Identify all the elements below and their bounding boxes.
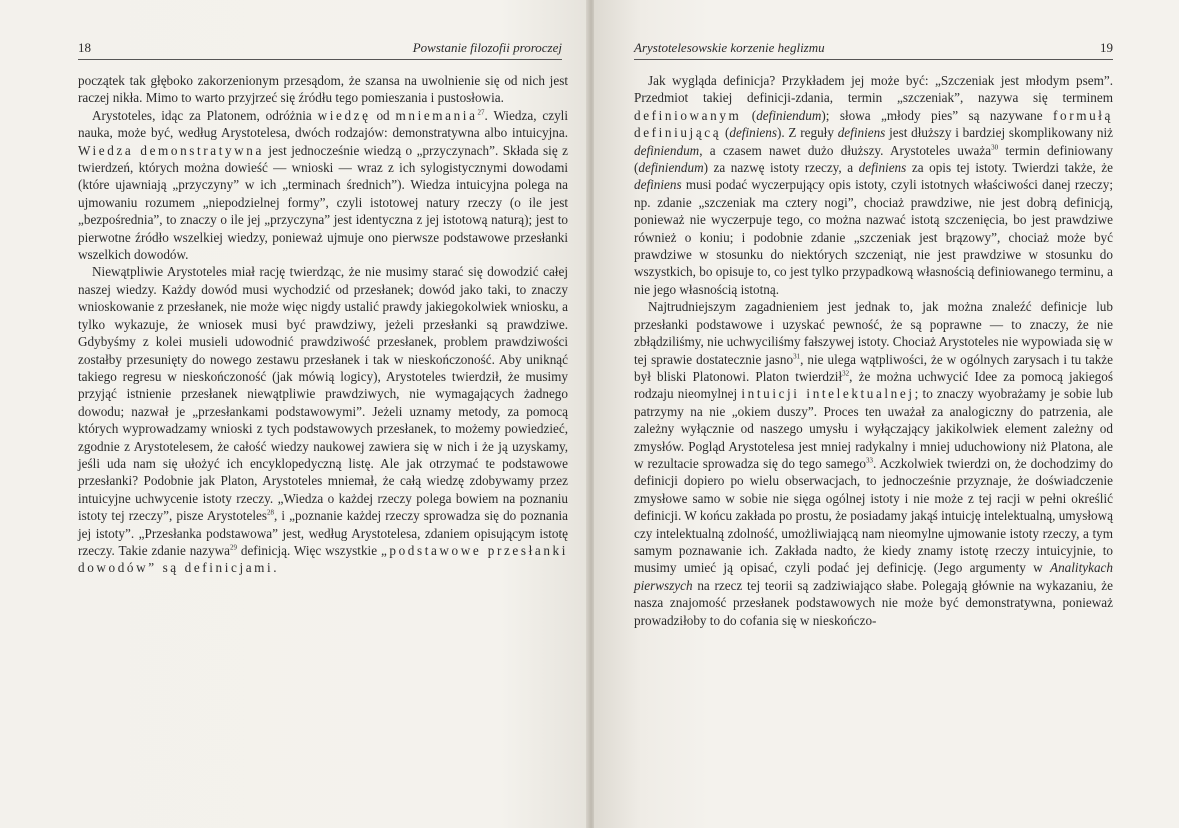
italic-term: definiens: [634, 177, 682, 193]
paragraph: [634, 298, 1113, 629]
text-run: ) za nazwę istoty rzeczy, a: [703, 160, 859, 176]
spaced-emphasis: formułą definiującą: [634, 107, 1113, 141]
text-run: Jak wygląda definicja? Przykładem jej może być: „Szczeniak jest młodym psem”. Przedmiot takiej definicji-zdania, termin „szczeniak”, nazywa się terminem: [634, 73, 1113, 106]
footnote-ref: 28: [266, 508, 274, 517]
footnote-ref: 32: [842, 369, 850, 378]
text-run: za opis tej istoty. Twierdzi także, że: [906, 160, 1113, 176]
text-run: termin definiowany (: [634, 142, 1114, 176]
footnote-ref: 31: [793, 352, 801, 361]
italic-term: Analitykach pierwszych: [634, 560, 1113, 593]
running-title-right: Arystotelesowskie korzenie heglizmu: [634, 40, 825, 55]
italic-term: definiendum: [756, 107, 822, 123]
text-run: Niewątpliwie Arystoteles miał rację twierdząc, że nie musimy starać się dowodzić całej naszej wiedzy. Każdy dowód musi wychodzić od przesłanek; dowód jako taki, to znaczy wnioskowanie z przesłanek, nie może więc nigdy ustalić prawdy jakiegokolwiek wniosku, a tylko wykazuje, że wniosek musi być prawdziwy, jeżeli przesłanki są prawdziwe. Gdybyśmy z kolei musieli udowodnić prawdziwość przesłanek, problem prawdziwości zostałby przesunięty do nowego zestawu przesłanek i tak w nieskończoność. Aby uniknąć takiego regresu w nieskończoność (jak mówią logicy), Arystoteles twierdził, że musimy przyjąć istnienie przesłanek niewątpliwie prawdziwych, nie wymagających żadnego dowodu; nazwał je „przesłankami podstawowymi”. Jeżeli uznamy metody, za pomocą których wyprowadzamy wnioski z tych podstawowych przesłanek, to możemy powiedzieć, zgodnie z Arystotelesem, że całość wiedzy naukowej zawiera się w nich i że ją uzyskamy, jeśli uda nam się ułożyć ich encyklopedyczną listę. Ale jak otrzymać te podstawowe przesłanki? Podobnie jak Platon, Arystoteles mniemał, że całą wiedzę zdobywamy przez intuicyjne uchwycenie istoty rzeczy. „Wiedza o każdej rzeczy polega bowiem na poznaniu istoty tej rzeczy”, pisze Arystoteles: [78, 264, 568, 524]
text-run: definicją. Więc wszystkie: [236, 542, 381, 558]
running-title-left: Powstanie filozofii proroczej: [412, 40, 562, 55]
italic-term: definiendum: [638, 160, 704, 176]
text-run: . Wiedza, czyli nauka, może być, według Arystotelesa, dwóch rodzajów: demonstratywna albo intuicyjna.: [78, 107, 568, 141]
footnote-ref: 33: [865, 456, 873, 465]
text-run: ; to znaczy wyobrażamy je sobie lub patrzymy na nie „okiem duszy”. Proces ten uważał za analogiczny do patrzenia, ale zależny wyłącznie od naszego umysłu i wyłączający jakikolwiek element zależny od zmysłów. Pogląd Arystotelesa jest mniej radykalny i mniej uduchowiony niż Platona, ale w rezultacie sprowadza się do tego samego: [634, 386, 1114, 471]
text-run: na rzecz tej teorii są zadziwiająco słabe. Polegają głównie na wykazaniu, że nasza znajomość przesłanek podstawowych nie może być demonstratywna, ponieważ prowadziłoby to do cofania się w nieskończo-: [634, 577, 1113, 628]
right-page-body: [634, 72, 1113, 629]
italic-term: definiens: [729, 125, 777, 141]
text-run: , nie ulega wątpliwości, że w ogólnych zarysach i tu także był bliski Platonowi. Platon twierdził: [634, 351, 1114, 384]
text-run: musi podać wyczerpujący opis istoty, czyli istotnych właściwości danej rzeczy; np. zdanie „szczeniak ma cztery nogi”, chociaż prawdziwe, nie jest dobrą definicją, ponieważ nie wyczerpuje tego, co można nazwać istotą szczenięcia, bo jest prawdziwe również o koniu; i podobnie zdanie „szczeniak jest brązowy”, chociaż może być prawdziwe w stosunku do niektórych szczeniąt, nie jest prawdziwe w stosunku do wszystkich, bo opisuje to, co jest tylko przypadkową własnością definiowanego terminu, a nie jego własnością istotną.: [634, 177, 1113, 297]
text-run: Najtrudniejszym zagadnieniem jest jednak to, jak można znaleźć definicje lub przesłanki podstawowe i uzyskać pewność, że są poprawne — to znaczy, że nie zbłądziliśmy, nie uchwyciliśmy fałszywej istoty. Chociaż Arystoteles nie wypowiada się w tej sprawie dostatecznie jasno: [634, 299, 1113, 367]
paragraph: [78, 263, 568, 576]
text-run: . Aczkolwiek twierdzi on, że dochodzimy do definicji dopiero po wielu obserwacjach, to jednocześnie przyznaje, że doświadczenie zmysłowe samo w sobie nie sięga ogólnej istoty i nie może z tej racji w pełni określić definicji. W końcu zakłada po prostu, że posiadamy jakąś intuicję intelektualną, umysłową czy intelektualną zdolność, umożliwiającą nam nieomylne ujmowanie istoty rzeczy, a tym samym poznawanie ich. Zakłada nadto, że kiedy znamy istotę rzeczy intuicyjnie, to musimy umieć ją opisać, czyli podać jej definicję. (Jego argumenty w: [634, 455, 1114, 576]
text-run: jest dłuższy i bardziej skomplikowany niż: [885, 125, 1113, 141]
spaced-emphasis: mniemania: [395, 107, 478, 123]
text-run: , i „poznanie każdej rzeczy sprowadza się do poznania jej istoty”. „Przesłanka podstawowa” jest, według Arystotelesa, zdaniem opisującym istotę rzeczy. Takie zdanie nazywa: [78, 508, 568, 558]
left-page-body: [78, 72, 568, 577]
text-run: Arystoteles, idąc za Platonem, odróżnia: [92, 107, 318, 123]
text-run: (: [721, 125, 730, 141]
spaced-emphasis: intuicji intelektualnej: [741, 386, 915, 402]
spaced-emphasis: Wiedza demonstratywna: [78, 142, 264, 158]
spaced-emphasis: wiedzę: [317, 107, 371, 123]
text-run: , a czasem nawet dużo dłuższy. Arystoteles uważa: [699, 142, 992, 158]
paragraph: [634, 72, 1113, 298]
right-page-header: [634, 40, 1113, 60]
left-page-header: [78, 40, 562, 60]
italic-term: definiens: [837, 125, 886, 141]
footnote-ref: 30: [991, 143, 999, 152]
page-number-left: 18: [78, 40, 91, 55]
right-page: [594, 0, 1179, 828]
text-run: od: [370, 107, 396, 123]
page-number-right: 19: [1100, 40, 1113, 55]
spaced-emphasis: definiowanym: [634, 107, 742, 123]
footnote-ref: 27: [477, 108, 485, 117]
text-run: ); słowa „młody pies” są nazywane: [821, 107, 1054, 123]
text-run: ). Z reguły: [776, 125, 838, 141]
italic-term: definiens: [858, 160, 907, 176]
footnote-ref: 29: [229, 543, 237, 552]
text-run: , że można uchwycić Idee za pomocą jakiegoś rodzaju nieomylnej: [634, 368, 1113, 402]
left-page: [0, 0, 588, 828]
text-run: początek tak głęboko zakorzenionym przesądom, że szansa na uwolnienie się od nich jest raczej nikła. Mimo to warto przyjrzeć się źródłu tego pomieszania i pustosłowia.: [78, 73, 568, 106]
paragraph: [78, 72, 568, 107]
spaced-emphasis: „podstawowe przesłanki dowodów” są definicjami.: [78, 542, 568, 576]
text-run: jest jednocześnie wiedzą o „przyczynach”. Składa się z twierdzeń, których można dowieść — wnioski — wraz z ich sylogistycznymi dowodami (które ujawniają „przyczyny” w ich „terminach średnich”). Wiedza intuicyjna polega na ujmowaniu rozumem „niepodzielnej formy”, czyli istotowej natury rzeczy (o ile jest „bezpośrednia”, to znaczy o ile jej „przyczyna” jest identyczna z jej istotową naturą); jest to pierwotne źródło wszelkiej wiedzy, ponieważ ujmuje ono pierwsze podstawowe przesłanki wszelkich dowodów.: [78, 142, 569, 263]
paragraph: [78, 107, 568, 264]
text-run: (: [741, 107, 757, 123]
italic-term: definiendum: [634, 142, 700, 158]
